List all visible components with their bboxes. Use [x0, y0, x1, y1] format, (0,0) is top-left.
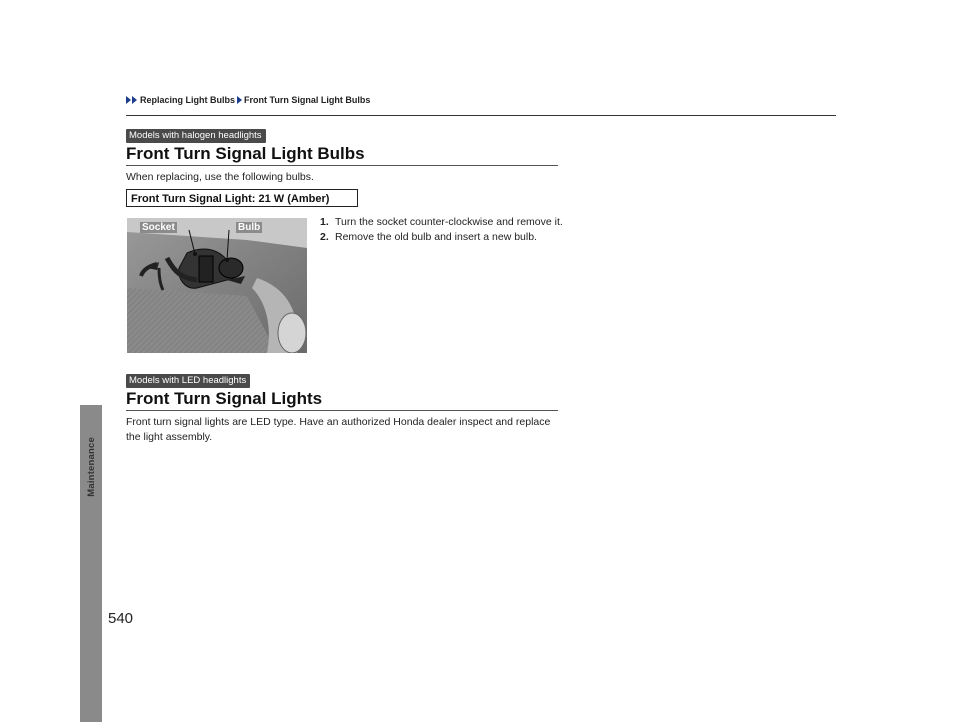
- section-rule: [126, 410, 558, 411]
- led-models-badge: Models with LED headlights: [126, 374, 250, 388]
- bulb-illustration: [127, 218, 307, 353]
- section-title-bulbs: Front Turn Signal Light Bulbs: [126, 144, 365, 163]
- bulb-label: Bulb: [238, 222, 261, 233]
- intro-text: When replacing, use the following bulbs.: [126, 171, 314, 183]
- page-number: 540: [108, 610, 134, 627]
- section-rule: [126, 165, 558, 166]
- halogen-models-badge: Models with halogen headlights: [126, 129, 266, 143]
- step-item: [320, 215, 565, 230]
- step-text: Turn the socket counter-clockwise and remove it.: [335, 216, 563, 228]
- section-title-led: Front Turn Signal Lights: [126, 389, 323, 408]
- bulb-spec-box: Front Turn Signal Light: 21 W (Amber): [126, 189, 358, 207]
- replacement-steps: [320, 215, 565, 245]
- breadcrumb-arrow-icon: [237, 96, 242, 104]
- breadcrumb-item-replacing-light-bulbs[interactable]: Replacing Light Bulbs: [140, 95, 236, 105]
- socket-bulb-diagram: [127, 218, 307, 353]
- breadcrumb-item-front-turn-signal[interactable]: Front Turn Signal Light Bulbs: [244, 95, 371, 105]
- socket-label: Socket: [142, 222, 175, 233]
- breadcrumb-arrow-icon: [126, 96, 131, 104]
- step-item: [320, 230, 565, 245]
- step-number: 2.: [320, 231, 329, 243]
- step-number: 1.: [320, 216, 329, 228]
- step-text: Remove the old bulb and insert a new bulb.: [335, 231, 537, 243]
- breadcrumb-arrow-icon: [132, 96, 137, 104]
- led-body-text: Front turn signal lights are LED type. Have an authorized Honda dealer inspect and replace the light assembly.: [126, 416, 551, 443]
- header-rule: [126, 115, 836, 116]
- breadcrumb: [126, 95, 370, 105]
- maintenance-side-label: Maintenance: [86, 437, 97, 497]
